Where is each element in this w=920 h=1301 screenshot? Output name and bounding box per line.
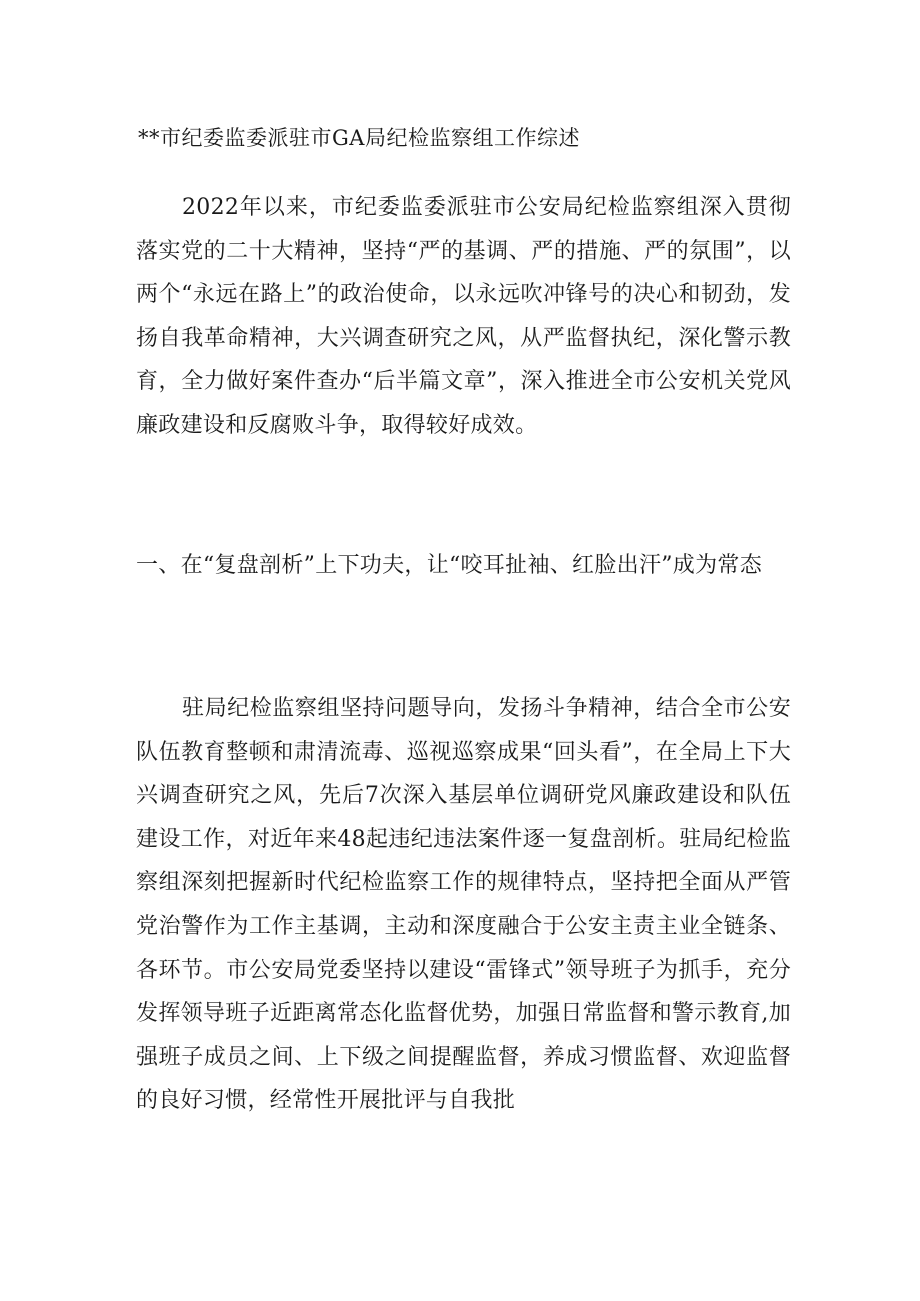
intro-paragraph: 2022年以来，市纪委监委派驻市公安局纪检监察组深入贯彻落实党的二十大精神，坚持“严的基调、严的措施、严的氛围”，以两个“永远在路上”的政治使命，以永远吹冲锋号的决心和韧劲，发扬自我革命精神，大兴调查研究之风，从严监督执纪，深化警示教育，全力做好案件查办“后半篇文章”，深入推进全市公安机关党风廉政建设和反腐败斗争，取得较好成效。 <box>136 195 791 438</box>
section-1-paragraph: 驻局纪检监察组坚持问题导向，发扬斗争精神，结合全市公安队伍教育整顿和肃清流毒、巡视巡察成果“回头看”，在全局上下大兴调查研究之风，先后7次深入基层单位调研党风廉政建设和队伍建设工作，对近年来48起违纪违法案件逐一复盘剖析。驻局纪检监察组深刻把握新时代纪检监察工作的规律特点，坚持把全面从严管党治警作为工作主基调，主动和深度融合于公安主责主业全链条、各环节。市公安局党委坚持以建设“雷锋式”领导班子为抓手，充分发挥领导班子近距离常态化监督优势，加强日常监督和警示教育,加强班子成员之间、上下级之间提醒监督，养成习惯监督、欢迎监督的良好习惯，经常性开展批评与自我批 <box>136 696 791 1114</box>
document-title: **市纪委监委派驻市GA局纪检监察组工作综述 <box>138 126 580 150</box>
section-1-heading: 一、在“复盘剖析”上下功夫，让“咬耳扯袖、红脸出汗”成为常态 <box>136 553 762 578</box>
